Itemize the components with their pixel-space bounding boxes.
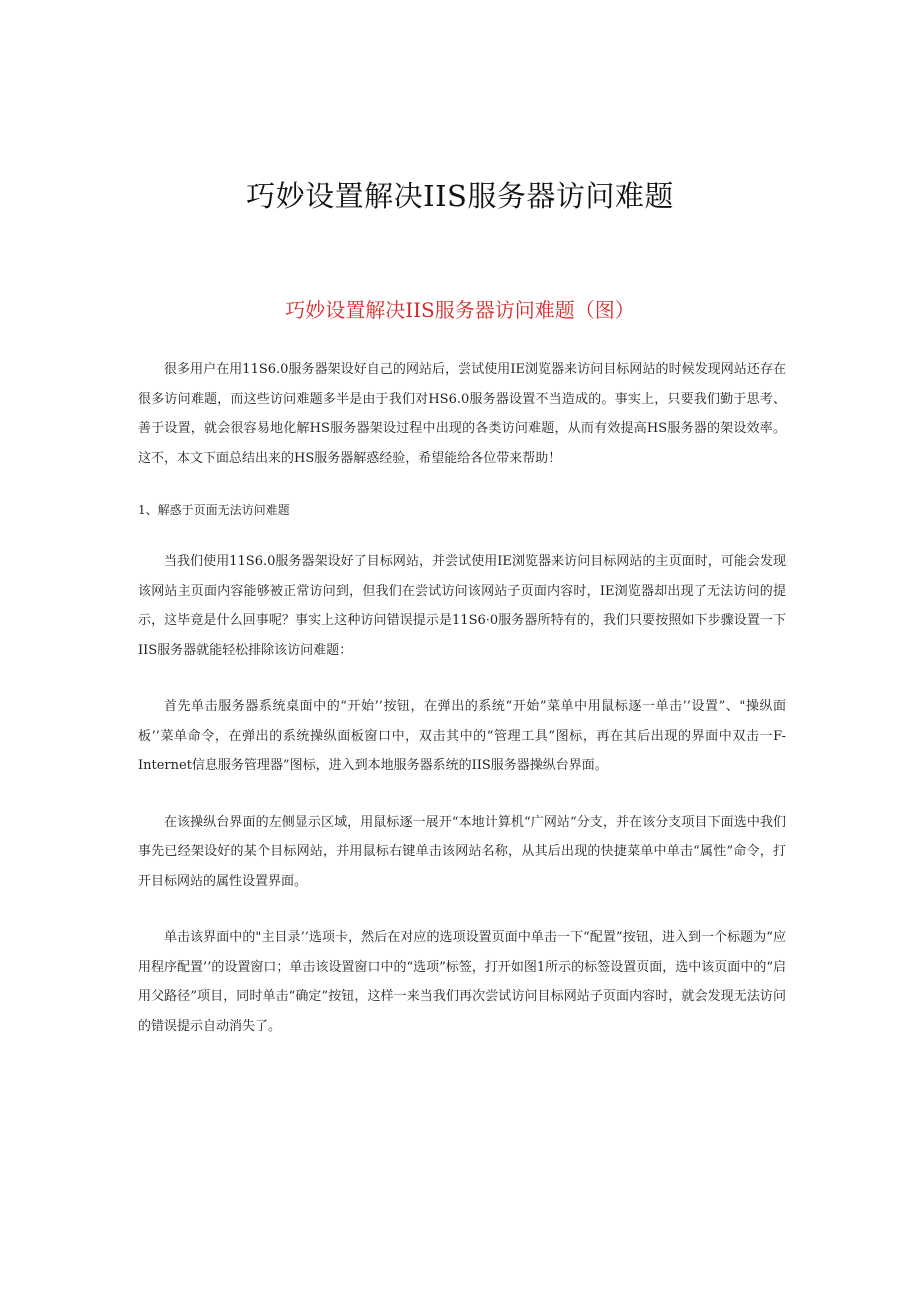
section-heading: 1、解惑于页面无法访问难题: [138, 503, 290, 517]
intro-paragraph: 很多用户在用11S6.0服务器架设好自己的网站后，尝试使用IE浏览器来访问目标网站的时候发现网站还存在很多访问难题，而这些访问难题多半是由于我们对HS6.0服务器设置不当造成的。事实上，只要我们勤于思考、善于设置，就会很容易地化解HS服务器架设过程中出现的各类访问难题，从而有效提高HS服务器的架设效率。这不，本文下面总结出来的HS服务器解惑经验，希望能给各位带来帮助！: [138, 362, 786, 466]
body-paragraph: 单击该界面中的"主目录’’选项卡，然后在对应的选项设置页面中单击一下“配置”按钮，进入到一个标题为“应用程序配置’’的设置窗口；单击该设置窗口中的“选项”标签，打开如图1所示的标签设置页面，选中该页面中的“启用父路径”项目，同时单击“确定”按钮，这样一来当我们再次尝试访问目标网站子页面内容时，就会发现无法访问的错误提示自动消失了。: [138, 930, 786, 1034]
document-title: 巧妙设置解决IIS服务器访问难题: [246, 179, 674, 213]
body-paragraph: 首先单击服务器系统桌面中的“开始’’按钮，在弹出的系统“开始”菜单中用鼠标逐一单击’’设置”、"操纵面板’’菜单命令，在弹出的系统操纵面板窗口中，双击其中的“管理工具”图标，再在其后出现的界面中双击一F-Internet信息服务管理器”图标，进入到本地服务器系统的IIS服务器操纵台界面。: [138, 699, 786, 773]
body-paragraph: 当我们使用11S6.0服务器架设好了目标网站，并尝试使用IE浏览器来访问目标网站的主页面时，可能会发现该网站主页面内容能够被正常访问到，但我们在尝试访问该网站子页面内容时，IE浏览器却出现了无法访问的提示，这毕竟是什么回事呢？事实上这种访问错误提示是11S6·0服务器所特有的，我们只要按照如下步骤设置一下IIS服务器就能轻松排除该访问难题：: [138, 554, 786, 658]
article-body: [138, 355, 786, 1068]
body-paragraph: 在该操纵台界面的左侧显示区域，用鼠标逐一展开“本地计算机“广网站“分支，并在该分支项目下面选中我们事先已经架设好的某个目标网站，并用鼠标右键单击该网站名称，从其后出现的快捷菜单中单击“属性”命令，打开目标网站的属性设置界面。: [138, 814, 786, 889]
article-title: 巧妙设置解决IIS服务器访问难题（图）: [285, 298, 635, 322]
